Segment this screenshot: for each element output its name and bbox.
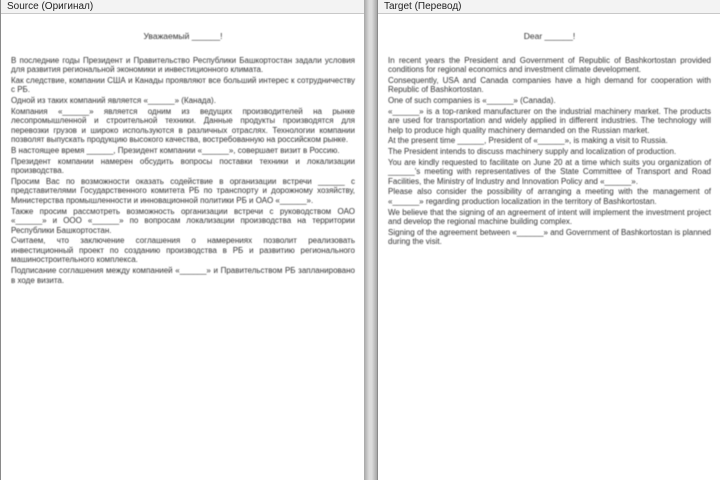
source-title: Уважаемый ______! (143, 31, 223, 41)
target-paragraph: «______» is a top-ranked manufacturer on the industrial machinery market. The products are used for transportation and widely applied in different industries. The technology will help to produce high quality machinery demanded on the Russian market. (388, 106, 711, 135)
source-document[interactable] (1, 14, 365, 285)
source-paragraph: Также просим рассмотреть возможность организации встречи с руководством ОАО «______» и ООО «______» по вопросам локализации производства на территории Республики Башкортостан. (11, 206, 355, 235)
pane-splitter[interactable] (364, 0, 377, 480)
target-paragraph: One of such companies is «______» (Canada). (388, 95, 556, 105)
source-paragraph: В настоящее время ______, Президент компании «______», совершает визит в Россию. (11, 145, 340, 155)
source-paragraph: Просим Вас по возможности оказать содействие в организации встречи ______ с представителями Государственного комитета РБ по транспорту и дорожному хозяйству, Министерства промышленности и инновационной политики РБ и ОАО «______». (11, 176, 355, 205)
target-pane[interactable] (377, 0, 720, 480)
target-paragraph: The President intends to discuss machinery supply and localization of production. (388, 146, 677, 156)
source-pane-header: Source (Оригинал) (1, 0, 365, 14)
target-paragraph: You are kindly requested to facilitate on June 20 at a time which suits you organization of ______'s meeting with representatives of the State Committee of Transport and Road Facilities, the Ministry of Industry and Innovation Policy and «______». (388, 157, 711, 186)
source-paragraph: Компания «______» является одним из ведущих производителей на рынке лесопромышленной и строительной техники. Данные продукты производятся для перевозки грузов и широко используются в различных отраслях. Технологии компании позволят выпускать продукцию высокого качества, востребованную на российском рынке. (11, 106, 355, 145)
target-paragraph: Please also consider the possibility of arranging a meeting with the management of «______» regarding production localization in the territory of Bashkortostan. (388, 187, 711, 206)
source-paragraph: Считаем, что заключение соглашения о намерениях позволит реализовать инвестиционный проект по созданию производства в РБ и развитию регионального машиностроительного комплекса. (11, 236, 355, 265)
target-paragraph: Signing of the agreement between «______» and Government of Bashkortostan is planned during the visit. (388, 227, 711, 247)
target-paragraph: At the present time ______, President of «______», is making a visit to Russia. (388, 136, 668, 146)
source-paragraph: Подписание соглашения между компанией «______» и Правительством РБ запланировано в ходе визита. (11, 266, 355, 285)
source-paragraph: Одной из таких компаний является «______» (Канада). (11, 95, 216, 105)
target-title: Dear ______! (523, 31, 576, 41)
source-paragraph: Президент компании намерен обсудить вопросы поставки техники и локализации производства. (11, 156, 355, 176)
source-paragraph: Как следствие, компании США и Канады проявляют все больший интерес к сотрудничеству с РБ. (11, 75, 355, 95)
target-pane-header: Target (Перевод) (378, 0, 720, 14)
target-document[interactable] (378, 14, 720, 247)
target-paragraph: We believe that the signing of an agreement of intent will implement the investment project and develop the regional machine building complex. (388, 207, 711, 227)
target-paragraph: In recent years the President and Government of Republic of Bashkortostan provided conditions for regional economics and investment climate development. (388, 55, 711, 75)
source-paragraph: В последние годы Президент и Правительство Республики Башкортостан задали условия для развития региональной экономики и инвестиционного климата. (11, 55, 355, 75)
target-paragraph: Consequently, USA and Canada companies have a high demand for cooperation with Republic of Bashkortostan. (388, 75, 711, 95)
